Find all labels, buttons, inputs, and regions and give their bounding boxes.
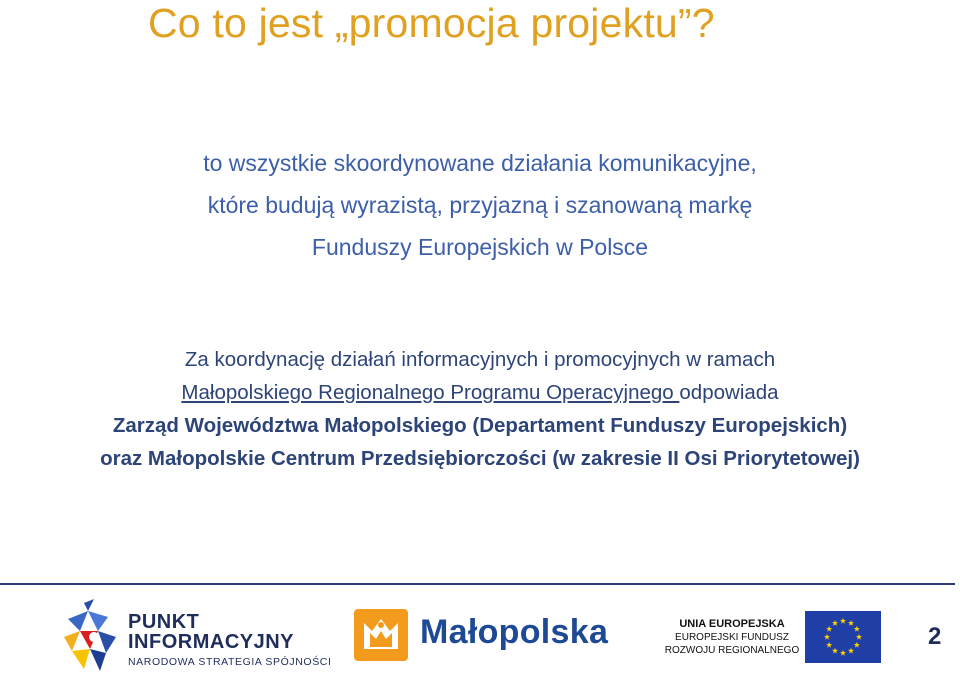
footer-divider	[0, 583, 955, 585]
body-line-2-rest: odpowiada	[679, 381, 779, 404]
eu-line-3: ROZWOJU REGIONALNEGO	[664, 645, 800, 656]
punkt-informacyjny-emblem-icon	[58, 597, 124, 673]
body-line-3: Zarząd Województwa Małopolskiego (Departament Funduszy Europejskich)	[112, 414, 848, 437]
lead-line-2: które budują wyrazistą, przyjazną i szanowaną markę	[207, 192, 753, 218]
punkt-informacyjny-logo	[58, 597, 332, 673]
punkt-line-2: INFORMACYJNY	[128, 631, 295, 653]
rpo-link[interactable]: Małopolskiego Regionalnego Programu Operacyjnego	[181, 381, 680, 404]
punkt-line-3: NARODOWA STRATEGIA SPÓJNOŚCI	[128, 656, 332, 668]
body-line-2	[0, 376, 960, 409]
punkt-line-1: PUNKT	[128, 611, 200, 633]
page-number: 2	[928, 623, 942, 650]
lead-line-1: to wszystkie skoordynowane działania komunikacyjne,	[203, 150, 757, 176]
punkt-informacyjny-text	[128, 612, 332, 670]
footer	[0, 587, 960, 680]
malopolska-logo	[354, 607, 614, 663]
body-line-1: Za koordynację działań informacyjnych i promocyjnych w ramach	[184, 348, 776, 371]
lead-paragraph	[0, 142, 960, 268]
eu-logo	[662, 611, 892, 671]
eu-flag-icon	[805, 611, 881, 663]
malopolska-emblem-icon	[354, 609, 408, 661]
eu-line-1: UNIA EUROPEJSKA	[679, 618, 785, 630]
body-paragraph	[0, 343, 960, 475]
malopolska-name: Małopolska	[420, 613, 609, 651]
lead-line-3: Funduszy Europejskich w Polsce	[311, 234, 649, 260]
slide-title: Co to jest „promocja projektu”?	[148, 0, 715, 46]
body-line-4: oraz Małopolskie Centrum Przedsiębiorczości (w zakresie II Osi Priorytetowej)	[100, 447, 860, 470]
eu-text	[662, 617, 802, 657]
eu-line-2: EUROPEJSKI FUNDUSZ	[675, 632, 789, 643]
